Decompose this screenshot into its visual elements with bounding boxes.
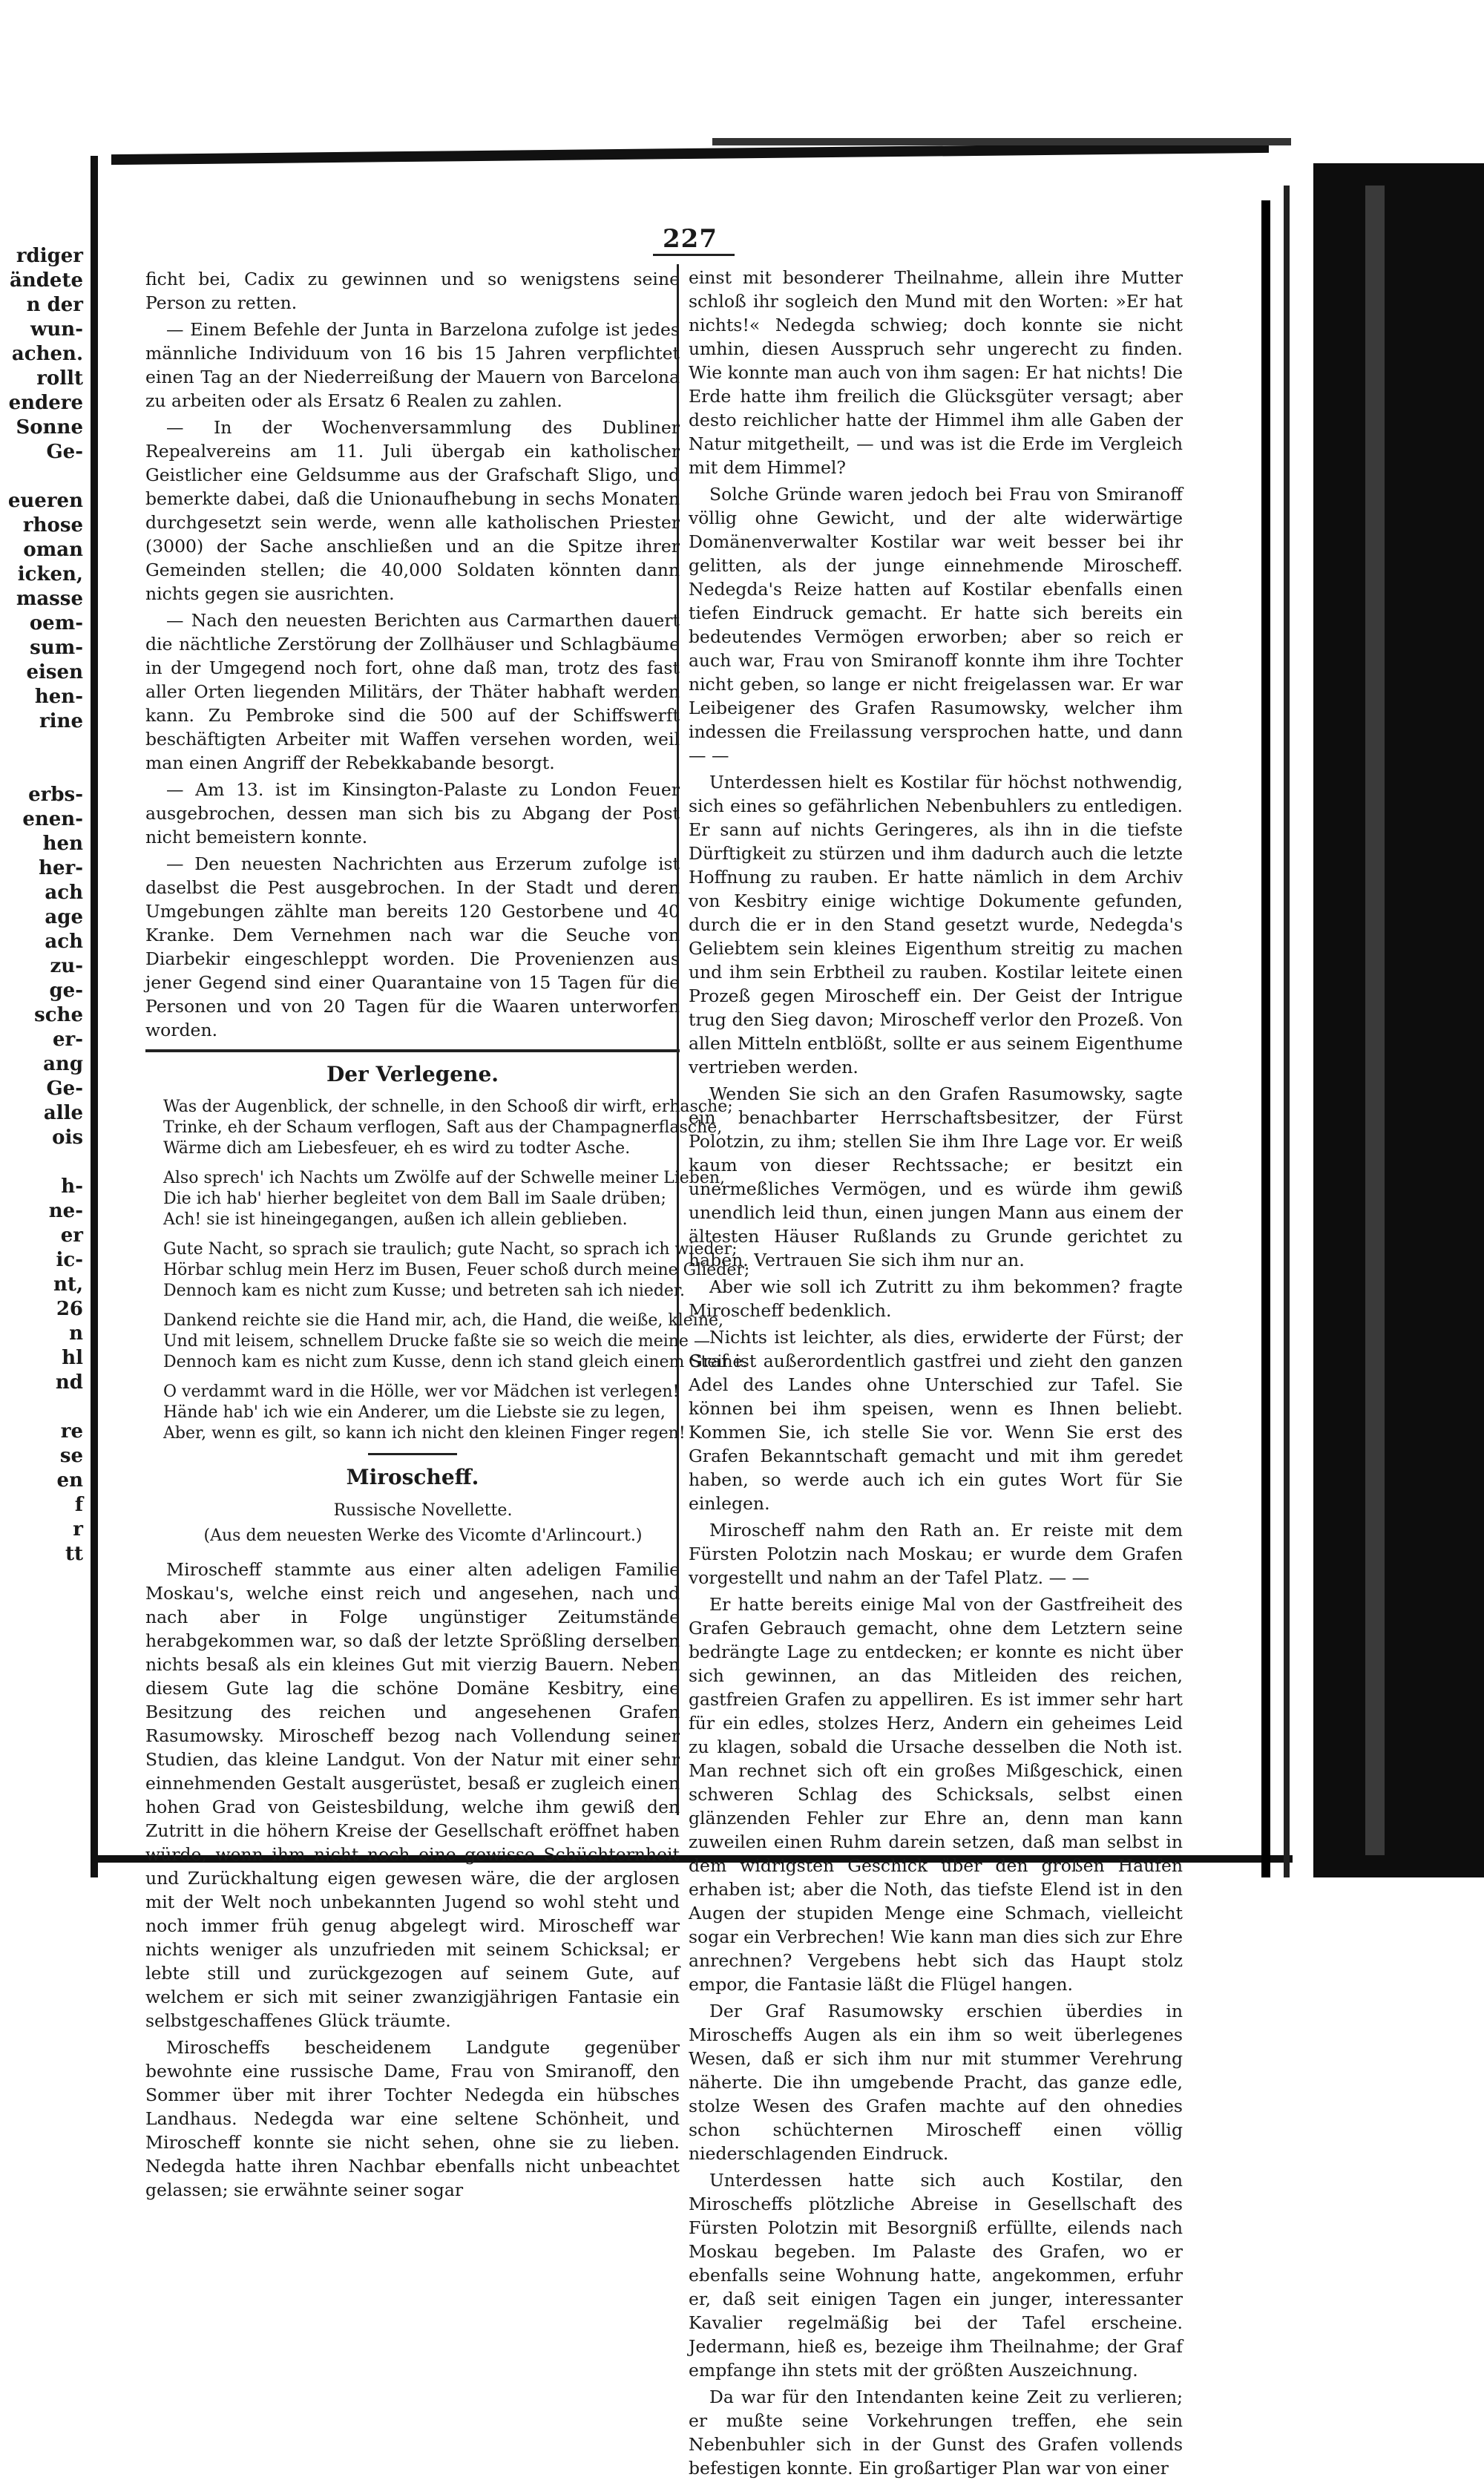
margin-fragment: masse xyxy=(16,588,83,610)
margin-fragment: h- xyxy=(61,1175,83,1198)
novella-paragraph: Unterdessen hatte sich auch Kostilar, den Miroscheffs plötzliche Abreise in Gesellschaft des Fürsten Polotzin mit Besorgniß erfüllte, eilends nach Moskau begeben. Im Palaste des Grafen, wo er ebenfalls seine Wohnung hatte, angekommen, erfuhr er, daß seit einigen Tagen ein junger, interessanter Kavalier regelmäßig bei der Tafel erscheine. Jedermann, hieß es, bezeige ihm Theilnahme; der Graf empfange ihn stets mit der größten Auszeichnung. xyxy=(689,2170,1183,2381)
novella-title: Miroscheff. xyxy=(346,1465,479,1489)
margin-fragment: alle xyxy=(43,1102,83,1124)
poem-stanza xyxy=(163,1311,748,1373)
margin-fragment: se xyxy=(59,1445,83,1467)
margin-fragment: Sonne xyxy=(16,416,83,439)
news-paragraph: — Nach den neuesten Berichten aus Carmarthen dauert die nächtliche Zerstörung der Zollhäuser und Schlagbäume in der Umgegend noch fort, ohne daß man, trotz des fast aller Orten liegenden Militärs, der Thäter habhaft werden kann. Zu Pembroke sind die 500 auf der Schiffswerft beschäftigten Arbeiter mit Waffen versehen worden, weil man einen Angriff der Rebekkabande besorgt. xyxy=(145,610,680,773)
poem-line: Wärme dich am Liebesfeuer, eh es wird zu todter Asche. xyxy=(163,1139,631,1158)
page-number-rule xyxy=(653,254,735,256)
margin-fragment: age xyxy=(45,906,83,928)
margin-fragment: eisen xyxy=(26,661,83,683)
margin-fragment: Ge- xyxy=(46,441,83,463)
page-number: 227 xyxy=(663,224,718,254)
top-page-edge-shadow xyxy=(712,138,1291,145)
novella-paragraph: Miroscheff nahm den Rath an. Er reiste mit dem Fürsten Polotzin nach Moskau; er wurde dem Grafen vorgestellt und nahm an der Tafel Platz. — — xyxy=(689,1520,1183,1588)
novella-paragraph: Aber wie soll ich Zutritt zu ihm bekommen? fragte Miroscheff bedenklich. xyxy=(689,1276,1183,1321)
news-paragraph: ficht bei, Cadix zu gewinnen und so wenigstens seine Person zu retten. xyxy=(145,269,680,313)
margin-fragment: eueren xyxy=(7,490,83,512)
poem-stanza xyxy=(163,1382,686,1444)
margin-fragment: rollt xyxy=(36,367,83,390)
margin-fragment: 26 xyxy=(56,1298,83,1320)
novella-paragraph: einst mit besonderer Theilnahme, allein ihre Mutter schloß ihr sogleich den Mund mit den Worten: »Er hat nichts!« Nedegda schwieg; doch konnte sie nicht umhin, diesen Ausspruch sehr ungerecht zu finden. Wie konnte man auch von ihm sagen: Er hat nichts! Die Erde hatte ihm freilich die Glücksgüter versagt; aber desto reichlicher hatte der Himmel ihm alle Gaben der Natur mitgetheilt, — und was ist die Erde im Vergleich mit dem Himmel? xyxy=(689,267,1183,478)
margin-fragment: ach xyxy=(45,882,83,904)
margin-fragment: ge- xyxy=(49,980,83,1002)
poem-title: Der Verlegene. xyxy=(326,1062,499,1086)
poem-line: Ach! sie ist hineingegangen, außen ich allein geblieben. xyxy=(163,1210,628,1229)
poem-line: Aber, wenn es gilt, so kann ich nicht den kleinen Finger regen! xyxy=(163,1424,686,1443)
margin-fragment: er- xyxy=(52,1029,83,1051)
news-paragraph: — Einem Befehle der Junta in Barzelona zufolge ist jedes männliche Individuum von 16 bis 15 Jahren verpflichtet einen Tag an der Niederreißung der Mauern von Barcelona zu arbeiten oder als Ersatz 6 Realen zu zahlen. xyxy=(145,319,680,411)
poem-line: Dennoch kam es nicht zum Kusse, denn ich stand gleich einem Steine. xyxy=(163,1353,748,1371)
poem-line: Hände hab' ich wie ein Anderer, um die Liebste sie zu legen, xyxy=(163,1403,666,1422)
margin-fragment: sum- xyxy=(30,637,83,659)
novella-paragraph: Nichts ist leichter, als dies, erwiderte der Fürst; der Graf ist außerordentlich gastfrei und zieht den ganzen Adel des Landes ohne Unterschied zur Tafel. Sie können bei ihm speisen, wenn es Ihnen beliebt. Kommen Sie, ich stelle Sie vor. Wenn Sie erst des Grafen Bekanntschaft gemacht und mit ihm geredet haben, so werde auch ich ein gutes Wort für Sie einlegen. xyxy=(689,1327,1183,1514)
novella-source: (Aus dem neuesten Werke des Vicomte d'Arlincourt.) xyxy=(203,1526,643,1545)
margin-fragment: ne- xyxy=(48,1200,83,1222)
binding-board xyxy=(1313,163,1484,1877)
margin-fragment: hl xyxy=(62,1347,83,1369)
poem-line: Und mit leisem, schnellem Drucke faßte sie so weich die meine — xyxy=(163,1332,710,1351)
poem-line: Hörbar schlug mein Herz im Busen, Feuer schoß durch meine Glieder; xyxy=(163,1261,750,1279)
margin-fragment: hen xyxy=(42,833,83,855)
poem-line: Gute Nacht, so sprach sie traulich; gute Nacht, so sprach ich wieder; xyxy=(163,1240,738,1259)
binding-edge xyxy=(1261,200,1270,1877)
margin-fragment: endere xyxy=(8,392,83,414)
margin-fragment: erbs- xyxy=(28,784,83,806)
margin-fragment: ändete xyxy=(9,269,83,292)
poem-line: Die ich hab' hierher begleitet von dem Ball im Saale drüben; xyxy=(163,1190,666,1208)
novella-paragraph: Miroscheffs bescheidenem Landgute gegenüber bewohnte eine russische Dame, Frau von Smiranoff, den Sommer über mit ihrer Tochter Nedegda ein hübsches Landhaus. Nedegda war eine seltene Schönheit, und Miroscheff konnte sie nicht sehen, ohne sie zu lieben. Nedegda hatte ihren Nachbar ebenfalls nicht unbeachtet gelassen; sie erwähnte seiner sogar xyxy=(145,2037,680,2200)
margin-fragment: ic- xyxy=(56,1249,83,1271)
novella-paragraph: Unterdessen hielt es Kostilar für höchst nothwendig, sich eines so gefährlichen Nebenbuhlers zu entledigen. Er sann auf nichts Geringeres, als ihn in die tiefste Dürftigkeit zu stürzen und ihm dadurch auch die letzte Hoffnung zu rauben. Er hatte nämlich in dem Archiv von Kesbitry einige wichtige Dokumente gefunden, durch die er in den Stand gesetzt wurde, Nedegda's Geliebtem sein kleines Eigenthum streitig zu machen und ihm sein Erbtheil zu rauben. Kostilar leitete einen Prozeß gegen Miroscheff ein. Der Geist der Intrigue trug den Sieg davon; Miroscheff verlor den Prozeß. Von allen Mitteln entblößt, sollte er aus seinem Eigenthume vertrieben werden. xyxy=(689,772,1183,1078)
poem-line: O verdammt ward in die Hölle, wer vor Mädchen ist verlegen! xyxy=(163,1382,680,1401)
poem xyxy=(163,1097,750,1444)
margin-fragment: icken, xyxy=(17,563,83,586)
poem-stanza xyxy=(163,1097,733,1159)
margin-fragment: r xyxy=(73,1518,83,1541)
margin-fragment: re xyxy=(60,1420,83,1443)
margin-fragment: rdiger xyxy=(16,245,83,267)
margin-fragment: oman xyxy=(23,539,83,561)
margin-fragment: nt, xyxy=(53,1273,83,1296)
margin-fragment: tt xyxy=(65,1543,83,1565)
section-rule-short xyxy=(368,1453,457,1455)
margin-fragment: ang xyxy=(43,1053,83,1075)
margin-fragment: en xyxy=(56,1469,83,1492)
margin-fragment: Ge- xyxy=(46,1078,83,1100)
news-section xyxy=(145,267,680,1042)
poem-line: Also sprech' ich Nachts um Zwölfe auf der Schwelle meiner Lieben, xyxy=(163,1169,726,1187)
poem-line: Dennoch kam es nicht zum Kusse; und betreten sah ich nieder. xyxy=(163,1282,686,1300)
poem-line: Dankend reichte sie die Hand mir, ach, die Hand, die weiße, kleine, xyxy=(163,1311,724,1330)
margin-fragment: her- xyxy=(39,857,83,879)
margin-fragment: er xyxy=(60,1224,83,1247)
margin-fragment: rhose xyxy=(22,514,83,537)
margin-fragment: ois xyxy=(52,1126,83,1149)
poem-line: Was der Augenblick, der schnelle, in den Schooß dir wirft, erhasche; xyxy=(163,1098,733,1116)
section-rule xyxy=(145,1049,680,1052)
margin-fragment: wun- xyxy=(30,318,83,341)
novella-paragraph: Miroscheff stammte aus einer alten adeligen Familie Moskau's, welche einst reich und angesehen, nach und nach aber in Folge ungünstiger Zeitumstände herabgekommen war, so daß der letzte Sprößling derselben nichts besaß als ein kleines Gut mit vierzig Bauern. Neben diesem Gute lag die schöne Domäne Kesbitry, eine Besitzung des reichen und angesehenen Grafen Rasumowsky. Miroscheff bezog nach Vollendung seiner Studien, das kleine Landgut. Von der Natur mit einer sehr einnehmenden Gestalt ausgerüstet, besaß er zugleich einen hohen Grad von Geistesbildung, welche ihm gewiß den Zutritt in die höhern Kreise der Gesellschaft eröffnet haben würde, wenn ihm nicht noch eine gewisse Schüchternheit und Zurückhaltung eigen gewesen wäre, die der arglosen mit der Welt noch unbekannten Jugend so wohl steht und noch immer früh genug abgelegt wird. Miroscheff war nichts weniger als unzufrieden mit seinem Schicksal; er lebte still und zurückgezogen auf seinem Gute, auf welchem er sich mit seiner zwanzigjährigen Fantasie ein selbstgeschaffenes Glück träumte. xyxy=(145,1559,680,2031)
novella-subtitle: Russische Novellette. xyxy=(333,1501,513,1520)
top-page-edge xyxy=(111,142,1269,165)
margin-fragment: oem- xyxy=(29,612,83,634)
news-paragraph: — Den neuesten Nachrichten aus Erzerum zufolge ist daselbst die Pest ausgebrochen. In der Stadt und deren Umgebungen zählte man bereits 120 Gestorbene und 40 Kranke. Dem Vernehmen nach war die Seuche von Diarbekir eingeschleppt worden. Die Provenienzen aus jener Gegend sind einer Quarantaine von 15 Tagen für die Personen und von 20 Tagen für die Waaren unterworfen worden. xyxy=(145,853,680,1040)
poem-stanza xyxy=(163,1239,750,1302)
left-page-margin xyxy=(0,245,88,1729)
margin-fragment: n der xyxy=(26,294,83,316)
binding-spine xyxy=(1365,186,1385,1855)
margin-fragment: f xyxy=(74,1494,83,1516)
book-binding xyxy=(1261,111,1484,1877)
binding-edge xyxy=(1284,186,1290,1877)
margin-fragment: zu- xyxy=(50,955,83,977)
novella-paragraph: Der Graf Rasumowsky erschien überdies in Miroscheffs Augen als ein ihm so weit überlegenes Wesen, daß er sich ihm nur mit stummer Verehrung näherte. Die ihn umgebende Pracht, das ganze edle, stolze Wesen des Grafen machte auf den ohnedies schon schüchternen Miroscheff einen völlig niederschlagenden Eindruck. xyxy=(689,2001,1183,2164)
margin-fragment: nd xyxy=(55,1371,83,1394)
novella-paragraph: Er hatte bereits einige Mal von der Gastfreiheit des Grafen Gebrauch gemacht, ohne dem Letztern seine bedrängte Lage zu entdecken; er konnte es nicht über sich gewinnen, an das Mitleiden des reichen, gastfreien Grafen zu appelliren. Es ist immer sehr hart für ein edles, stolzes Herz, Andern ein geheimes Leid zu klagen, sobald die Ursache desselben die Noth ist. Man rechnet sich oft ein großes Mißgeschick, einen schweren Schlag des Schicksals, selbst einen glänzenden Fehler zur Ehre an, denn man kann zuweilen einen Ruhm darein setzen, daß man selbst in dem widrigsten Geschick über den großen Haufen erhaben ist; aber die Noth, das tiefste Elend ist in den Augen der stupiden Menge eine Schmach, vielleicht sogar ein Verbrechen! Wie kann man dies sich zur Ehre anrechnen? Vergebens hebt sich das Haupt stolz empor, die Fantasie läßt die Flügel hangen. xyxy=(689,1594,1183,1995)
novella-paragraph: Wenden Sie sich an den Grafen Rasumowsky, sagte ein benachbarter Herrschaftsbesitzer, der Fürst Polotzin, zu ihm; stellen Sie ihm Ihre Lage vor. Er weiß kaum von dieser Rechtssache; er besitzt ein unermeßliches Vermögen, und es würde ihm gewiß unendlich leid thun, einen jungen Mann aus einem der ältesten Häuser Rußlands zu Grunde gerichtet zu haben. Vertrauen Sie sich ihm nur an. xyxy=(689,1083,1183,1270)
news-paragraph: — Am 13. ist im Kinsington-Palaste zu London Feuer ausgebrochen, dessen man sich bis zu Abgang der Post nicht bemeistern konnte. xyxy=(145,779,680,847)
novella-paragraph: Solche Gründe waren jedoch bei Frau von Smiranoff völlig ohne Gewicht, und der alte widerwärtige Domänenverwalter Kostilar war weit besser bei ihr gelitten, als der junge einnehmende Miroscheff. Nedegda's Reize hatten auf Kostilar ebenfalls einen tiefen Eindruck gemacht. Er hatte sich bereits ein bedeutendes Vermögen erworben; aber so reich er auch war, Frau von Smiranoff konnte ihm ihre Tochter nicht geben, so lange er nicht freigelassen war. Er war Leibeigener des Grafen Rasumowsky, welcher ihm indessen die Freilassung versprochen hatte, und dann — — xyxy=(689,484,1183,766)
news-paragraph: — In der Wochenversammlung des Dubliner Repealvereins am 11. Juli übergab ein katholischer Geistlicher eine Geldsumme aus der Grafschaft Sligo, und bemerkte dabei, daß die Unionaufhebung in sechs Monaten durchgesetzt sein werde, wenn alle katholischen Priester (3000) der Sache anschließen und an die Spitze ihrer Gemeinden stellen; die 40,000 Soldaten könnten dann nichts gegen sie ausrichten. xyxy=(145,417,680,604)
margin-fragment: n xyxy=(69,1322,83,1345)
left-column xyxy=(145,267,750,2205)
right-column xyxy=(689,266,1183,2483)
margin-fragment: ach xyxy=(45,931,83,953)
margin-fragment: sche xyxy=(34,1004,83,1026)
poem-line: Trinke, eh der Schaum verflogen, Saft aus der Champagnerflasche, xyxy=(163,1118,723,1137)
margin-fragment: enen- xyxy=(22,808,83,830)
gutter-line xyxy=(91,156,98,1877)
novella-paragraph: Da war für den Intendanten keine Zeit zu verlieren; er mußte seine Vorkehrungen treffen, ehe sein Nebenbuhler sich in der Gunst des Grafen vollends befestigen konnte. Ein großartiger Plan war von einer xyxy=(689,2387,1183,2479)
margin-fragment: hen- xyxy=(34,686,83,708)
novella-text xyxy=(145,1558,680,2202)
margin-fragment: rine xyxy=(39,710,83,732)
poem-stanza xyxy=(163,1168,726,1230)
margin-fragment: achen. xyxy=(11,343,83,365)
